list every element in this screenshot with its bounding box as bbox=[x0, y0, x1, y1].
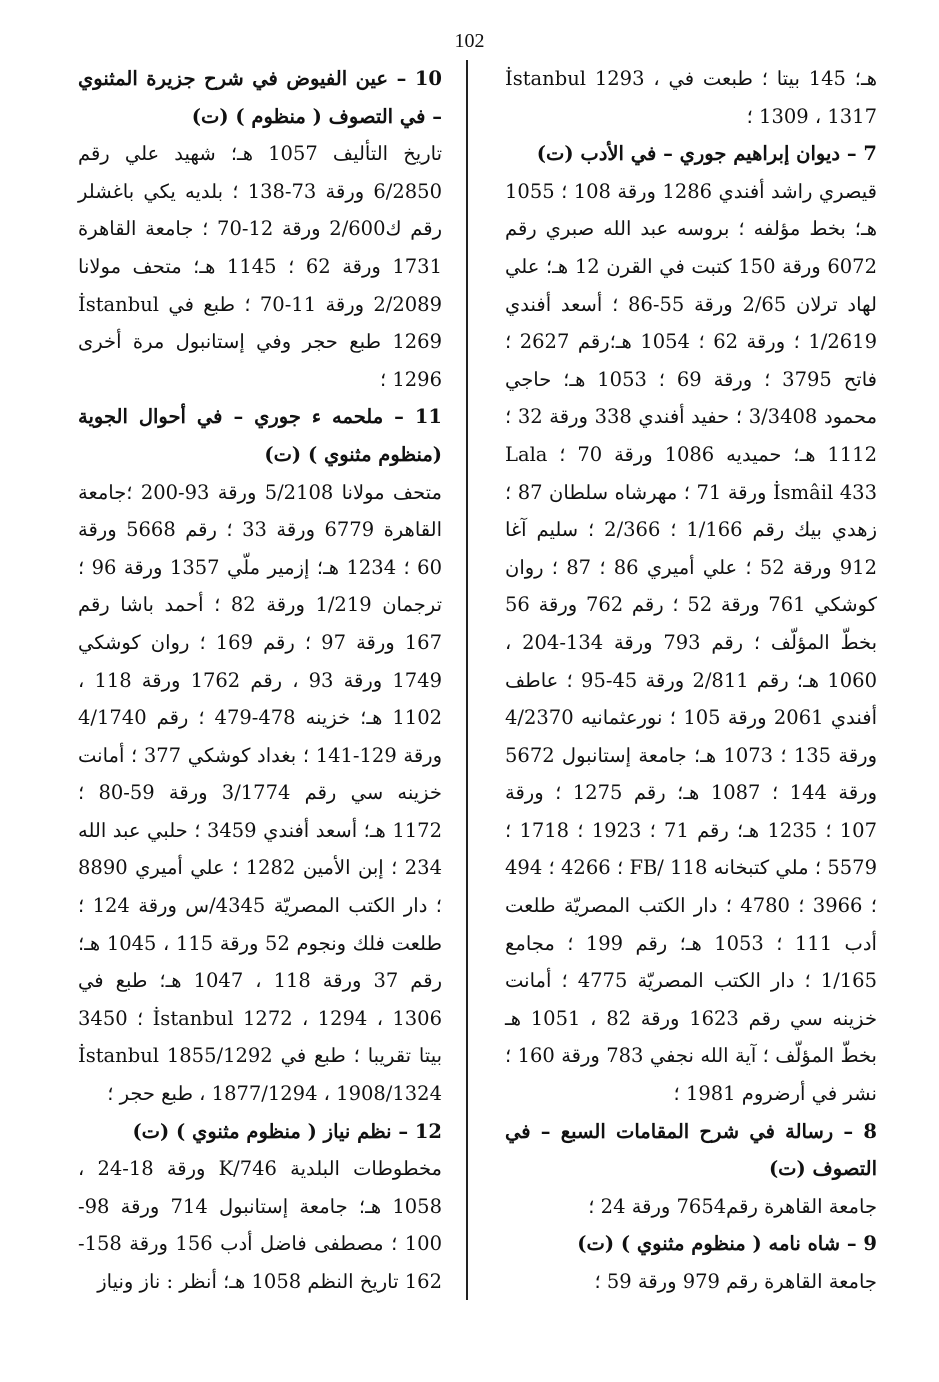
entry-6-continuation: هـ؛ 145 بيتا ؛ طبعت في İstanbul 1293 ، 1309 ، 1317 ؛ bbox=[505, 67, 877, 128]
entry-7-body: قيصري راشد أفندي 1286 ورقة 108 ؛ 1055 هـ؛ بخط مؤلفه ؛ بروسه عبد الله صبري رقم 6072 ورقة 150 كتبت في القرن 12 هـ؛ علي لهاد ترلان 2/65 ورقة 55-86 ؛ أسعد أفندي 1/2619 ؛ ورقة 62 ؛ 1054 هـ؛رقم 2627 ؛ فاتح 3795 ؛ ورقة 69 ؛ 1053 هـ؛ حاجي محمود 3/3408 ؛ حفيد أفندي 338 ورقة 32 ؛ 1112 هـ؛ حميديه 1086 ورقة 70 ؛ Lala İsmâil 433 ورقة 71 ؛ مهرشاه سلطان 87 ؛ زهدي بيك رقم 1/166 ؛ 2/366 ؛ سليم آغا 912 ورقة 52 ؛ علي أميري 86 ؛ 87 ؛ روان كوشكي 761 ورقة 52 ؛ رقم 762 ورقة 56 بخطّ المؤلّف ؛ رقم 793 ورقة 134-204 ، 1060 هـ؛ رقم 2/811 ورقة 45-95 ؛ عاطف أفندي 2061 ورقة 105 ؛ نورعثمانيه 4/2370 ورقة 135 ؛ 1073 هـ؛ جامعة إستانبول 5672 ورقة 144 ؛ 1087 هـ؛ رقم 1275 ؛ ورقة 107 ؛ 1235 هـ؛ رقم 71 ؛ 1923 ؛ 1718 ؛ 5579 ؛ ملي كتبخانه FB/ 118 ؛ 4266 ؛ 494 ؛ 3966 ؛ 4780 ؛ دار الكتب المصريّة طلعت أدب 111 ؛ 1053 هـ؛ رقم 199 ؛ مجامع 1/165 ؛ دار الكتب المصريّة 4775 ؛ أمانت خزينه سي رقم 1623 ورقة 82 ، 1051 هـ بخطّ المؤلّف ؛ آية الله نجفي 783 ورقة 160 ؛ نشر في أرضروم 1981 ؛ bbox=[505, 179, 878, 1106]
entry-11-body: متحف مولانا 5/2108 ورقة 93-200 ؛جامعة القاهرة 6779 ورقة 33 ؛ رقم 5668 ورقة 60 ؛ 1234 هـ؛ إزمير ملّي 1357 ورقة 96 ؛ ترجمان 1/219 ورقة 82 ؛ أحمد باشا رقم 167 ورقة 97 ؛ رقم 169 ؛ روان كوشكي 1749 ورقة 93 ، رقم 1762 ورقة 118 ، 1102 هـ؛ خزينه 478-479 ؛ رقم 4/1740 ورقة 129-141 ؛ بغداد كوشكي 377 ؛ أمانت خزينه سي رقم 3/1774 ورقة 59-80 ؛ 1172 هـ؛ أسعد أفندي 3459 ؛ حلبي عبد الله 234 ؛ إبن الأمين 1282 ؛ علي أميري 8890 ؛ دار الكتب المصريّة 4345/س ورقة 124 ؛ طلعت فلك ونجوم 52 ورقة 115 ، 1045 هـ؛ رقم 37 ورقة 118 ، 1047 هـ؛ طبع في İstanbul 1272 ، 1294 ، 1306 ؛ 3450 بيتا تقريبا ؛ طبع في İstanbul 1855/1292 ، 1877/1294 ، 1908/1324 طبع حجر ؛ bbox=[78, 480, 443, 1106]
entry-12-heading: 12 – نظم نياز ( منظوم مثنوي ) (ت) bbox=[132, 1119, 442, 1143]
entry-9-heading: 9 – شاه نامه ( منظوم مثنوي ) (ت) bbox=[577, 1232, 877, 1256]
entry-12-body: مخطوطات البلدية K/746 ورقة 18-24 ، 1058 هـ؛ جامعة إستانبول 714 ورقة 98-100 ؛ مصطفى فاضل أدب 156 ورقة 158-162 تاريخ النظم 1058 هـ؛ أنظر : ناز ونياز bbox=[78, 1157, 442, 1293]
entry-8-body: جامعة القاهرة رقم7654 ورقة 24 ؛ bbox=[588, 1194, 877, 1218]
entry-9-body: جامعة القاهرة رقم 979 ورقة 59 ؛ bbox=[594, 1270, 877, 1293]
entry-11-heading: 11 – ملحمه ء جوري – في أحوال الجوية (منظوم مثنوي ) (ت) bbox=[78, 405, 442, 466]
column-divider bbox=[466, 60, 468, 1300]
entry-7-heading: 7 – ديوان إبراهيم جوري – في الأدب (ت) bbox=[536, 142, 877, 166]
right-column bbox=[505, 60, 877, 1301]
entry-10-body: تاريخ التأليف 1057 هـ؛ شهيد علي رقم 6/2850 ورقة 73-138 ؛ بلديه يكي باغشلر رقم ك2/600 ورقة 12-70 ؛ جامعة القاهرة 1731 ورقة 62 ؛ 1145 هـ؛ متحف مولانا 2/2089 ورقة 11-70 ؛ طبع في İstanbul 1269 طبع حجر وفي إستانبول مرة أخرى 1296 ؛ bbox=[78, 142, 442, 391]
entry-8-heading: 8 – رسالة في شرح المقامات السبع – في التصوف (ت) bbox=[505, 1119, 877, 1181]
entry-10-heading: 10 – عين الفيوض في شرح جزيرة المثنوي – في التصوف ( منظوم ) (ت) bbox=[78, 67, 442, 128]
page-number: 102 bbox=[454, 30, 485, 52]
left-column bbox=[78, 60, 442, 1301]
